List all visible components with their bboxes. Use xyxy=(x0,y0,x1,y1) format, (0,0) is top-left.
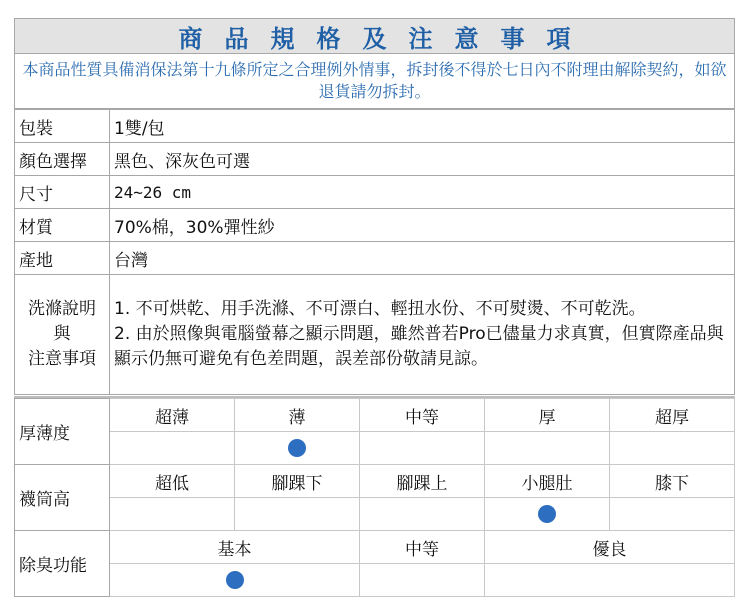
marker-cell xyxy=(360,498,485,531)
option-label: 腳踝上 xyxy=(360,465,485,498)
spec-label: 顏色選擇 xyxy=(15,143,110,176)
deodorant-marker-row xyxy=(15,564,735,597)
marker-cell xyxy=(110,498,235,531)
care-label-line: 與 xyxy=(53,324,71,344)
option-label: 超低 xyxy=(110,465,235,498)
care-label-line: 注意事項 xyxy=(28,349,96,369)
return-notice xyxy=(14,54,735,109)
option-label: 薄 xyxy=(235,399,360,432)
thickness-label: 厚薄度 xyxy=(15,399,110,465)
selected-dot-icon xyxy=(226,571,244,589)
page-title: 商品規格及注意事項 xyxy=(178,24,593,53)
marker-cell xyxy=(485,564,735,597)
option-label: 超薄 xyxy=(110,399,235,432)
care-line-2: 2. 由於照像與電腦螢幕之顯示問題，雖然普若Pro已儘量力求真實，但實際產品與 顯示仍無可避免有色差問題，誤差部份敬請見諒。 xyxy=(114,324,724,369)
marker-cell xyxy=(110,432,235,465)
option-label: 基本 xyxy=(110,531,360,564)
option-label: 超厚 xyxy=(610,399,735,432)
spec-row-color xyxy=(15,143,735,176)
return-notice-text: 本商品性質具備消保法第十九條所定之合理例外情事，拆封後不得於七日內不附理由解除契約，如欲退貨請勿拆封。 xyxy=(22,60,727,101)
deodorant-label: 除臭功能 xyxy=(15,531,110,597)
spec-value: 黑色、深灰色可選 xyxy=(110,143,735,176)
sock-height-table xyxy=(14,464,735,531)
option-label: 膝下 xyxy=(610,465,735,498)
marker-cell xyxy=(485,432,610,465)
title-bar xyxy=(14,18,735,54)
spec-row-origin xyxy=(15,242,735,275)
thickness-marker-row xyxy=(15,432,735,465)
option-label: 中等 xyxy=(360,399,485,432)
option-label: 中等 xyxy=(360,531,485,564)
spec-label: 包裝 xyxy=(15,110,110,143)
marker-cell xyxy=(485,498,610,531)
spec-value: 1雙/包 xyxy=(110,110,735,143)
marker-cell xyxy=(235,498,360,531)
spec-value: 24~26 cm xyxy=(110,176,735,209)
marker-cell xyxy=(360,564,485,597)
marker-cell xyxy=(110,564,360,597)
care-label xyxy=(15,275,110,395)
marker-cell xyxy=(610,432,735,465)
spec-table xyxy=(14,109,735,395)
spec-value: 70%棉，30%彈性紗 xyxy=(110,209,735,242)
spec-label: 尺寸 xyxy=(15,176,110,209)
sock-height-marker-row xyxy=(15,498,735,531)
spec-row-care xyxy=(15,275,735,395)
spec-label: 產地 xyxy=(15,242,110,275)
thickness-table xyxy=(14,398,735,465)
sock-height-label: 襪筒高 xyxy=(15,465,110,531)
option-label: 小腿肚 xyxy=(485,465,610,498)
marker-cell xyxy=(235,432,360,465)
deodorant-table xyxy=(14,530,735,597)
care-label-line: 洗滌說明 xyxy=(28,299,96,319)
spec-row-packaging xyxy=(15,110,735,143)
care-instructions xyxy=(110,275,735,395)
spec-label: 材質 xyxy=(15,209,110,242)
marker-cell xyxy=(360,432,485,465)
selected-dot-icon xyxy=(538,505,556,523)
selected-dot-icon xyxy=(288,439,306,457)
option-label: 厚 xyxy=(485,399,610,432)
spec-row-material xyxy=(15,209,735,242)
option-label: 腳踝下 xyxy=(235,465,360,498)
spec-value: 台灣 xyxy=(110,242,735,275)
spec-row-size xyxy=(15,176,735,209)
option-label: 優良 xyxy=(485,531,735,564)
marker-cell xyxy=(610,498,735,531)
care-line-1: 1. 不可烘乾、用手洗滌、不可漂白、輕扭水份、不可熨燙、不可乾洗。 xyxy=(114,299,646,319)
